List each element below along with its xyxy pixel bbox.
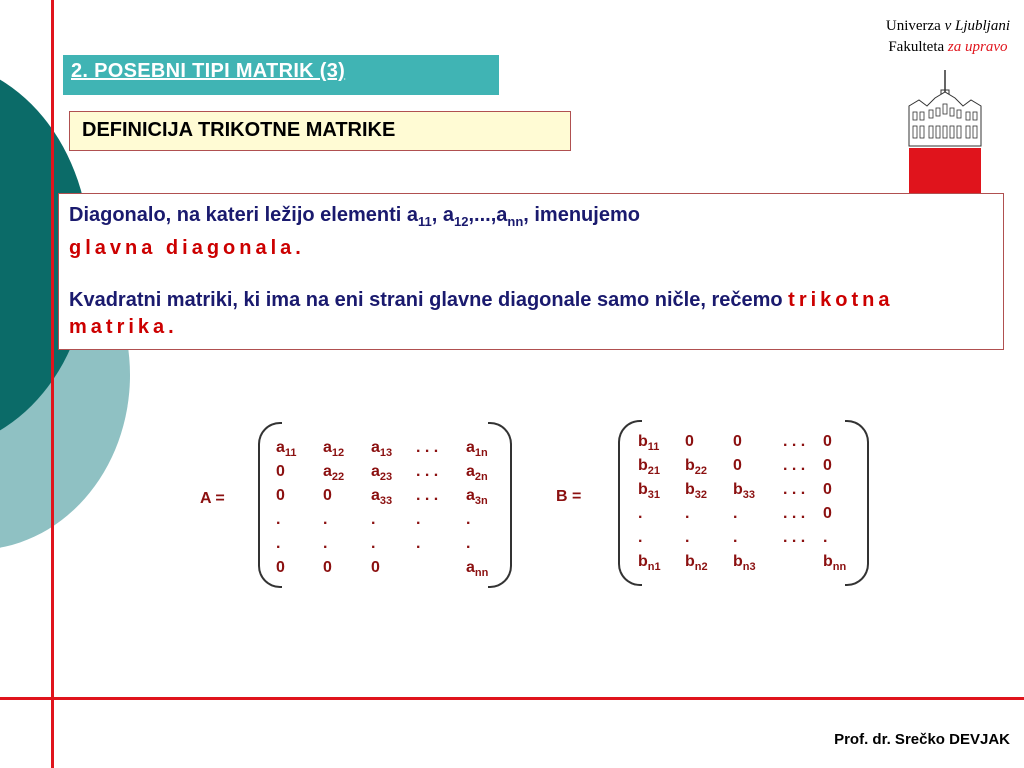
matrix-a-cell: 0 — [276, 463, 285, 480]
matrix-a-cell: . — [466, 511, 471, 528]
matrix-b-cell: $b_{n3}$ — [733, 553, 756, 574]
paragraph-main-diagonal — [69, 202, 993, 262]
matrix-b-cell: $b_{n2}$ — [685, 553, 708, 574]
matrix-b-cell: $b_{n1}$ — [638, 553, 661, 574]
matrix-b-cell: 0 — [823, 505, 832, 522]
matrix-a-cell: $a_{23}$ — [371, 463, 393, 484]
matrix-b-cell: 0 — [733, 457, 742, 474]
matrix-a-cell: . — [323, 535, 328, 552]
p1-highlight-term: glavna diagonala — [69, 237, 296, 259]
matrix-b-row — [638, 478, 863, 502]
p1-end: . — [295, 237, 305, 259]
p1-text-b: , a — [431, 204, 454, 226]
matrix-b-cell: $b_{nn}$ — [823, 553, 847, 574]
matrix-a-cell: . — [371, 535, 376, 552]
matrix-b-row — [638, 526, 863, 550]
matrix-a-row — [276, 436, 506, 460]
matrix-a-cell: 0 — [276, 487, 285, 504]
decor-red-horizontal-line — [0, 697, 1024, 700]
matrix-a-cell: $a_{1n}$ — [466, 439, 488, 460]
p1-text-d: , imenujemo — [523, 204, 640, 226]
matrix-b-cell: $b_{21}$ — [638, 457, 661, 478]
matrix-a-cell: . — [276, 535, 281, 552]
matrix-b-row — [638, 550, 863, 574]
definition-heading: DEFINICIJA TRIKOTNE MATRIKE — [82, 119, 396, 141]
matrix-a-cell: . — [323, 511, 328, 528]
matrix-a-cell: 0 — [323, 487, 332, 504]
university-line1-italic: v Ljubljani — [944, 18, 1010, 34]
university-line1: Univerza — [885, 18, 945, 34]
matrix-b-cell: $b_{33}$ — [733, 481, 756, 502]
matrix-b-cell: . — [685, 505, 690, 522]
p1-sub1: 11 — [418, 214, 432, 229]
matrix-a-cell: . . . — [416, 439, 439, 456]
matrix-a-cell: $a_{12}$ — [323, 439, 345, 460]
matrix-a-label: A = — [200, 490, 225, 507]
matrix-b-cell: 0 — [823, 457, 832, 474]
matrix-b — [638, 430, 863, 574]
matrix-a-cell: 0 — [323, 559, 332, 576]
matrix-b-cell: 0 — [823, 433, 832, 450]
faculty-line: Fakulteta — [888, 39, 948, 55]
matrix-a-cell: . — [416, 535, 421, 552]
matrix-b-cell: . — [638, 529, 643, 546]
matrix-a-cell: . — [466, 535, 471, 552]
matrix-a-cell: . — [371, 511, 376, 528]
matrix-b-cell: . . . — [783, 481, 806, 498]
matrix-a-row — [276, 484, 506, 508]
matrix-a-cell: $a_{13}$ — [371, 439, 393, 460]
matrix-a-cell: $a_{2n}$ — [466, 463, 488, 484]
matrix-a-cell: . . . — [416, 487, 439, 504]
matrix-a-cell: $a_{11}$ — [276, 439, 297, 460]
matrix-b-cell: . — [733, 505, 738, 522]
p1-sub2: 12 — [454, 214, 469, 229]
p1-text-c: ,...,a — [468, 204, 508, 226]
matrix-b-cell: . . . — [783, 529, 806, 546]
definition-text-box — [58, 193, 1004, 350]
matrix-a-cell: . . . — [416, 463, 439, 480]
matrix-a-row — [276, 460, 506, 484]
p1-sub3: nn — [507, 214, 524, 229]
matrix-b-label: B = — [556, 488, 582, 505]
p2-text: Kvadratni matriki, ki ima na eni strani glavne diagonale samo ničle, rečemo — [69, 289, 789, 311]
matrix-b-cell: $b_{22}$ — [685, 457, 708, 478]
decor-red-vertical-line — [51, 0, 54, 768]
matrix-b-row — [638, 454, 863, 478]
matrix-a — [276, 436, 506, 580]
matrix-a-cell: $a_{33}$ — [371, 487, 393, 508]
matrix-b-cell: 0 — [823, 481, 832, 498]
matrix-b-cell: $b_{11}$ — [638, 433, 660, 454]
matrix-b-cell: . — [823, 529, 828, 546]
matrix-a-cell: . — [276, 511, 281, 528]
matrix-b-cell: . . . — [783, 433, 806, 450]
p2-highlight-term: trikotna matrika — [69, 289, 894, 338]
matrix-a-row — [276, 556, 506, 580]
slide-title: 2. POSEBNI TIPI MATRIK (3) — [71, 60, 346, 82]
matrix-b-row — [638, 430, 863, 454]
matrix-a-cell: 0 — [276, 559, 285, 576]
matrix-b-cell: . . . — [783, 457, 806, 474]
p2-end: . — [168, 316, 178, 338]
matrix-b-cell: . — [638, 505, 643, 522]
matrix-b-row — [638, 502, 863, 526]
matrix-b-cell: . — [733, 529, 738, 546]
author-name: Prof. dr. Srečko DEVJAK — [834, 731, 1010, 748]
p1-text-a: Diagonalo, na kateri ležijo elementi a — [69, 204, 418, 226]
paragraph-triangular-matrix — [69, 287, 993, 341]
matrix-a-row — [276, 532, 506, 556]
matrix-a-cell: 0 — [371, 559, 380, 576]
matrix-b-cell: 0 — [685, 433, 694, 450]
faculty-line-italic: za upravo — [947, 39, 1008, 55]
matrix-a-row — [276, 508, 506, 532]
matrix-b-cell: 0 — [733, 433, 742, 450]
matrix-b-cell: . . . — [783, 505, 806, 522]
matrix-a-cell: $a_{nn}$ — [466, 559, 489, 580]
matrix-a-cell: . — [416, 511, 421, 528]
matrix-b-cell: $b_{32}$ — [685, 481, 708, 502]
definition-heading-box — [69, 111, 571, 151]
matrix-a-cell: $a_{3n}$ — [466, 487, 488, 508]
university-name — [886, 16, 1010, 58]
matrix-b-cell: $b_{31}$ — [638, 481, 661, 502]
matrix-b-cell: . — [685, 529, 690, 546]
matrix-a-cell: $a_{22}$ — [323, 463, 345, 484]
slide-title-box — [63, 55, 499, 95]
